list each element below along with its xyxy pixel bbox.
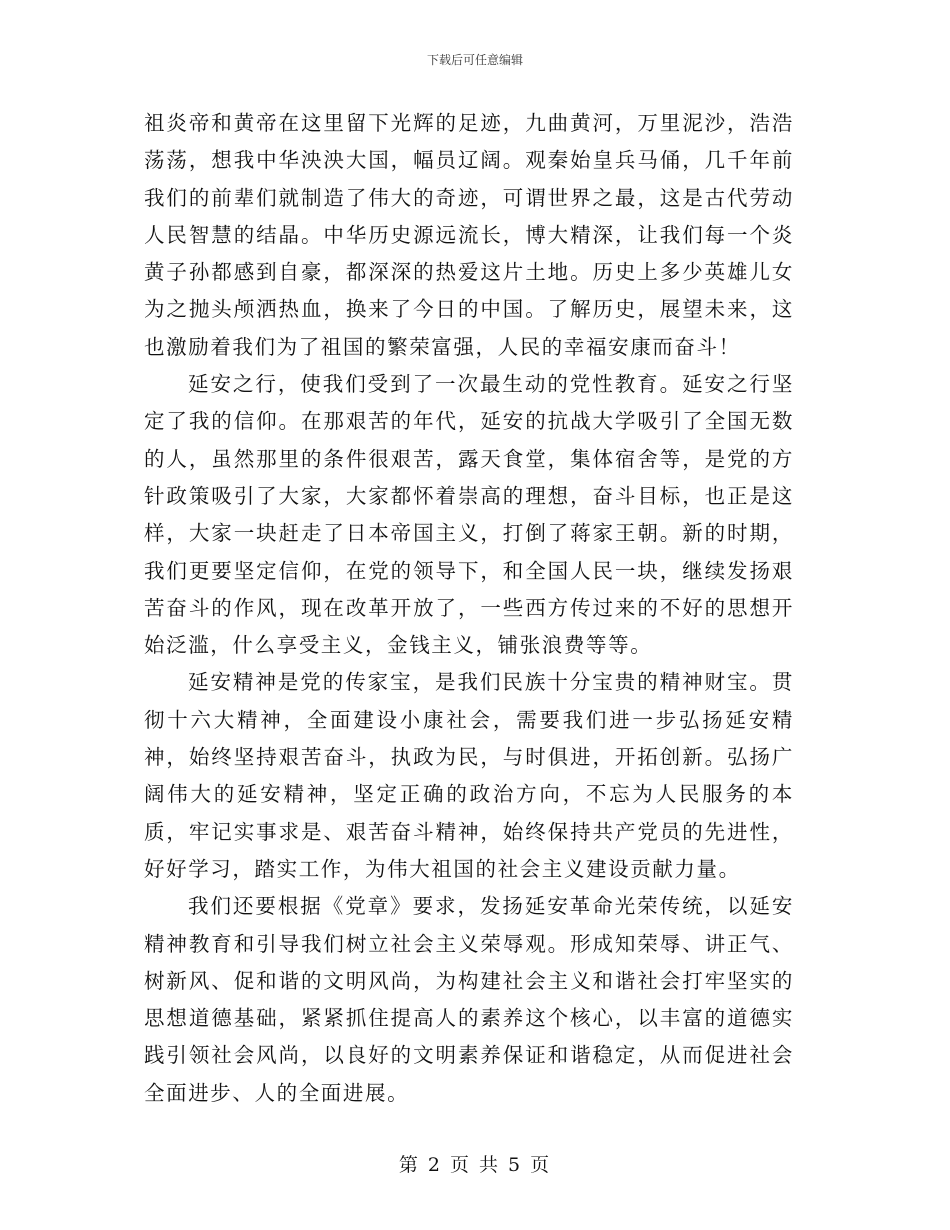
paragraph: 延安精神是党的传家宝，是我们民族十分宝贵的精神财宝。贯彻十六大精神，全面建设小康社会，需要我们进一步弘扬延安精神，始终坚持艰苦奋斗，执政为民，与时俱进，开拓创新。弘扬广阔伟大的延安精神，坚定正确的政治方向，不忘为人民服务的本质，牢记实事求是、艰苦奋斗精神，始终保持共产党员的先进性，好好学习，踏实工作，为伟大祖国的社会主义建设贡献力量。 (144, 670, 794, 881)
page-number-footer: 第 2 页 共 5 页 (398, 1154, 552, 1176)
paragraph: 延安之行，使我们受到了一次最生动的党性教育。延安之行坚定了我的信仰。在那艰苦的年代，延安的抗战大学吸引了全国无数的人，虽然那里的条件很艰苦，露天食堂，集体宿舍等，是党的方针政策吸引了大家，大家都怀着崇高的理想，奋斗目标，也正是这样，大家一块赶走了日本帝国主义，打倒了蒋家王朝。新的时期，我们更要坚定信仰，在党的领导下，和全国人民一块，继续发扬艰苦奋斗的作风，现在改革开放了，一些西方传过来的不好的思想开始泛滥，什么享受主义，金钱主义，铺张浪费等等。 (144, 372, 794, 658)
document-body (144, 105, 794, 1112)
paragraph: 祖炎帝和黄帝在这里留下光辉的足迹，九曲黄河，万里泥沙，浩浩荡荡，想我中华泱泱大国，幅员辽阔。观秦始皇兵马俑，几千年前我们的前辈们就制造了伟大的奇迹，可谓世界之最，这是古代劳动人民智慧的结晶。中华历史源远流长，博大精深，让我们每一个炎黄子孙都感到自豪，都深深的热爱这片土地。历史上多少英雄儿女为之抛头颅洒热血，换来了今日的中国。了解历史，展望未来，这也激励着我们为了祖国的繁荣富强，人民的幸福安康而奋斗！ (144, 111, 794, 359)
page-header: 下载后可任意编辑 (426, 53, 523, 67)
paragraph: 我们还要根据《党章》要求，发扬延安革命光荣传统，以延安精神教育和引导我们树立社会主义荣辱观。形成知荣辱、讲正气、树新风、促和谐的文明风尚，为构建社会主义和谐社会打牢坚实的思想道德基础，紧紧抓住提高人的素养这个核心，以丰富的道德实践引领社会风尚，以良好的文明素养保证和谐稳定，从而促进社会全面进步、人的全面进展。 (144, 894, 794, 1105)
